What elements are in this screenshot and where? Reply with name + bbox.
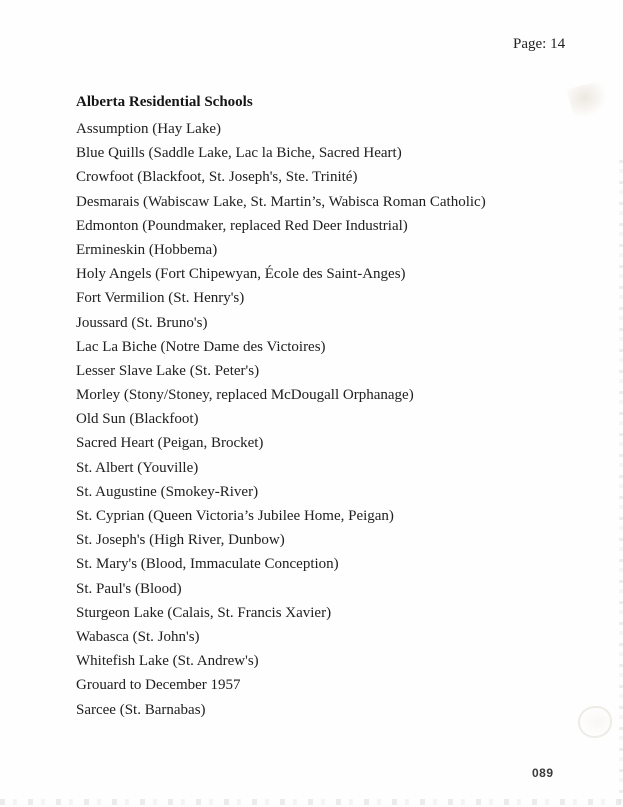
school-list-item: Crowfoot (Blackfoot, St. Joseph's, Ste. Trinité) xyxy=(76,169,358,186)
school-list-item: Lesser Slave Lake (St. Peter's) xyxy=(76,362,260,379)
scan-smudge-bottom-right xyxy=(578,706,612,738)
school-list-item: Whitefish Lake (St. Andrew's) xyxy=(76,653,259,670)
school-list-item: Blue Quills (Saddle Lake, Lac la Biche, Sacred Heart) xyxy=(76,145,402,162)
school-list-item: Lac La Biche (Notre Dame des Victoires) xyxy=(76,338,326,355)
scan-noise-strip xyxy=(0,799,623,805)
page-header-label: Page: 14 xyxy=(513,36,566,52)
school-list-item: Joussard (St. Bruno's) xyxy=(76,314,208,331)
school-list-item: Wabasca (St. John's) xyxy=(76,628,200,645)
scan-edge-noise xyxy=(619,160,623,807)
school-list-item: Edmonton (Poundmaker, replaced Red Deer Industrial) xyxy=(76,217,408,234)
school-list-item: Fort Vermilion (St. Henry's) xyxy=(76,290,245,307)
school-list-item: St. Mary's (Blood, Immaculate Conception) xyxy=(76,556,339,573)
school-list-item: St. Albert (Youville) xyxy=(76,459,199,476)
page-footer-number: 089 xyxy=(532,766,554,780)
school-list-item: Sturgeon Lake (Calais, St. Francis Xavier) xyxy=(76,604,332,621)
school-list-item: St. Paul's (Blood) xyxy=(76,580,182,597)
school-list-item: Assumption (Hay Lake) xyxy=(76,121,221,137)
document-title: Alberta Residential Schools xyxy=(76,94,253,110)
school-list-item: Sarcee (St. Barnabas) xyxy=(76,701,206,718)
school-list-item: Ermineskin (Hobbema) xyxy=(76,241,218,258)
school-list-item: Morley (Stony/Stoney, replaced McDougall Orphanage) xyxy=(76,387,414,404)
scan-smudge-top-right xyxy=(567,80,612,121)
school-list-item: Old Sun (Blackfoot) xyxy=(76,411,199,428)
school-list-item: St. Cyprian (Queen Victoria’s Jubilee Home, Peigan) xyxy=(76,508,394,524)
school-list-item: St. Augustine (Smokey-River) xyxy=(76,483,259,500)
school-list-item: Desmarais (Wabiscaw Lake, St. Martin’s, Wabisca Roman Catholic) xyxy=(76,193,486,210)
school-list xyxy=(76,117,556,722)
school-list-item: Holy Angels (Fort Chipewyan, École des Saint-Anges) xyxy=(76,266,406,283)
school-list-item: St. Joseph's (High River, Dunbow) xyxy=(76,532,285,549)
school-list-item: Sacred Heart (Peigan, Brocket) xyxy=(76,435,264,452)
school-list-item: Grouard to December 1957 xyxy=(76,677,241,694)
